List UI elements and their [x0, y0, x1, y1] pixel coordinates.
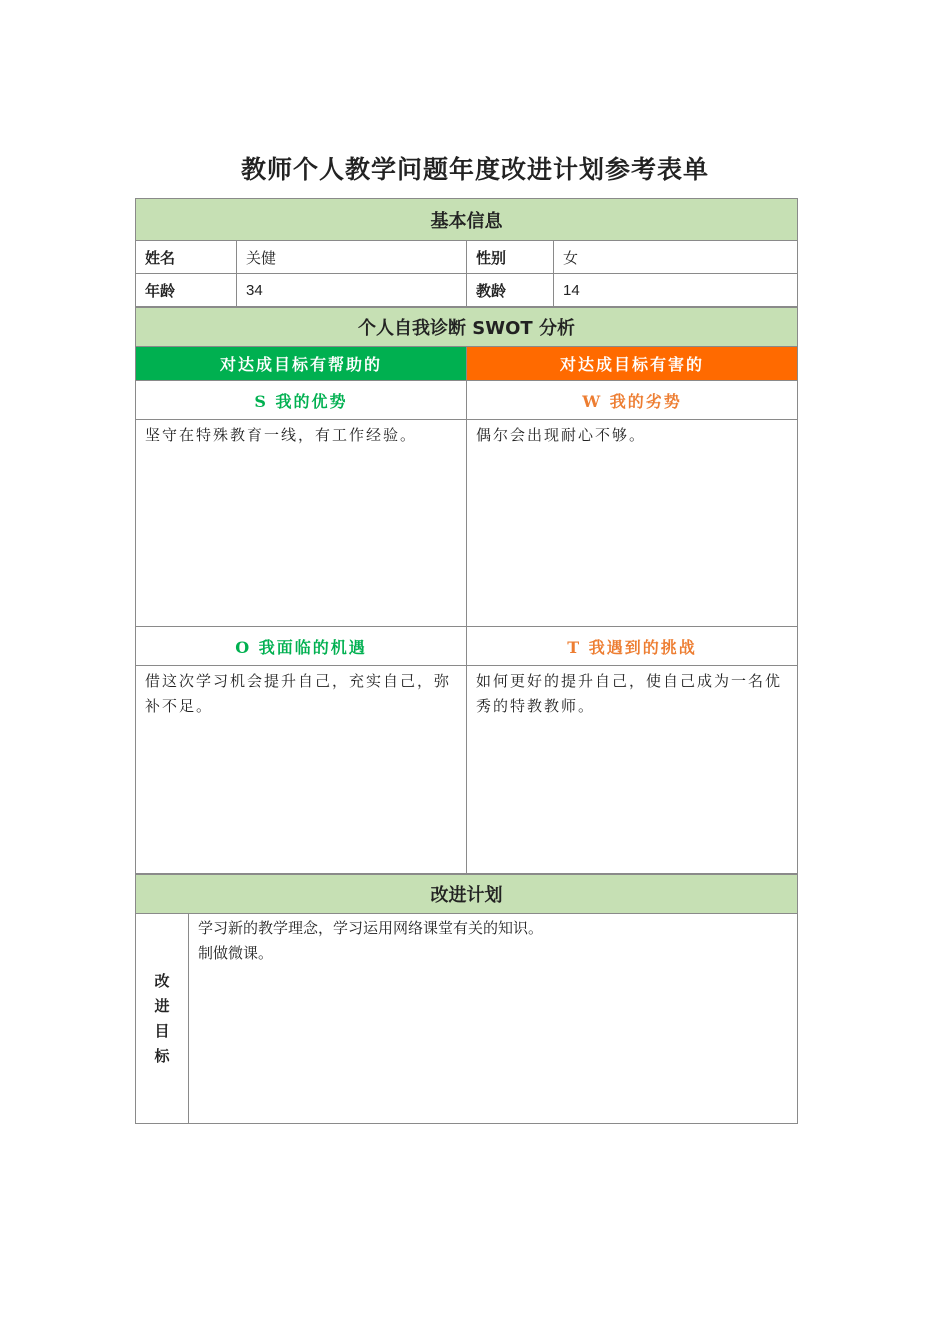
goal-text — [189, 914, 798, 1124]
goal-label — [136, 914, 189, 1124]
threats-text: 如何更好的提升自己，使自己成为一名优秀的特教教师。 — [467, 666, 798, 874]
basic-info-table — [135, 198, 798, 307]
helpful-header: 对达成目标有帮助的 — [136, 347, 467, 381]
page-title: 教师个人教学问题年度改进计划参考表单 — [240, 155, 709, 184]
age-label: 年龄 — [136, 274, 237, 307]
weaknesses-text: 偶尔会出现耐心不够。 — [467, 420, 798, 627]
plan-header: 改进计划 — [136, 875, 798, 914]
gender-value: 女 — [554, 241, 798, 274]
goal-label-char: 改 — [154, 971, 170, 990]
age-value: 34 — [237, 274, 467, 307]
harmful-header: 对达成目标有害的 — [467, 347, 798, 381]
goal-line: 学习新的教学理念，学习运用网络课堂有关的知识。 — [198, 919, 544, 937]
teaching-years-label: 教龄 — [467, 274, 554, 307]
swot-header: 个人自我诊断 SWOT 分析 — [136, 308, 798, 347]
threats-label: T 我遇到的挑战 — [467, 627, 798, 666]
strengths-text: 坚守在特殊教育一线，有工作经验。 — [136, 420, 467, 627]
form-sheet — [135, 198, 797, 1124]
name-label: 姓名 — [136, 241, 237, 274]
basic-info-header: 基本信息 — [136, 199, 798, 241]
name-value: 关健 — [237, 241, 467, 274]
goal-label-char: 目 — [154, 1021, 170, 1040]
goal-label-char: 标 — [154, 1046, 170, 1065]
teaching-years-value: 14 — [554, 274, 798, 307]
goal-label-char: 进 — [154, 996, 170, 1015]
weaknesses-label: W 我的劣势 — [467, 381, 798, 420]
swot-table — [135, 307, 798, 874]
plan-table — [135, 874, 798, 1124]
goal-line: 制做微课。 — [198, 944, 274, 962]
opportunities-label: O 我面临的机遇 — [136, 627, 467, 666]
strengths-label: S 我的优势 — [136, 381, 467, 420]
gender-label: 性别 — [467, 241, 554, 274]
opportunities-text: 借这次学习机会提升自己，充实自己，弥补不足。 — [136, 666, 467, 874]
